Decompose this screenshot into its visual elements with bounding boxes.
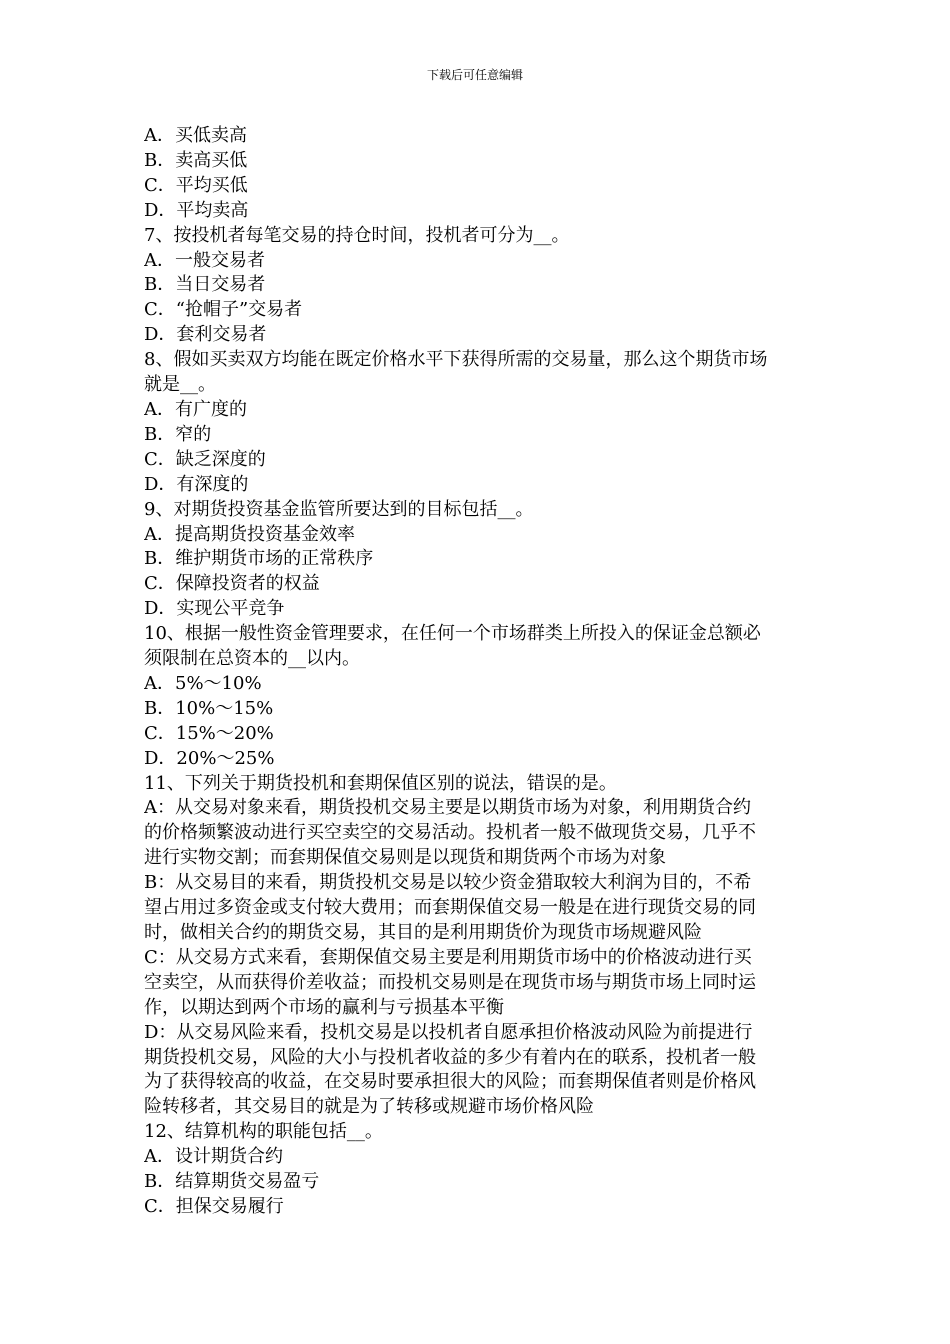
option-line: D．套利交易者 bbox=[144, 324, 267, 346]
option-line: C．担保交易履行 bbox=[144, 1195, 284, 1217]
option-line: C．“抢帽子”交易者 bbox=[144, 299, 303, 321]
question-line: 就是__。 bbox=[144, 374, 216, 396]
question-line: 10、根据一般性资金管理要求，在任何一个市场群类上所投入的保证金总额必 bbox=[144, 623, 761, 645]
option-line: B．10%～15% bbox=[144, 697, 274, 719]
option-line: 为了获得较高的收益，在交易时要承担很大的风险；而套期保值者则是价格风 bbox=[144, 1071, 756, 1093]
option-line: C：从交易方式来看，套期保值交易主要是利用期货市场中的价格波动进行买 bbox=[144, 946, 752, 968]
option-line: A．一般交易者 bbox=[144, 249, 265, 271]
option-line: B．卖高买低 bbox=[144, 149, 248, 171]
option-line: 期货投机交易，风险的大小与投机者收益的多少有着内在的联系，投机者一般 bbox=[144, 1046, 756, 1068]
option-line: 进行实物交割；而套期保值交易则是以现货和期货两个市场为对象 bbox=[144, 847, 666, 869]
option-line: B．窄的 bbox=[144, 423, 212, 445]
option-line: D．平均卖高 bbox=[144, 199, 249, 221]
question-line: 12、结算机构的职能包括__。 bbox=[144, 1121, 383, 1143]
option-line: 望占用过多资金或支付较大费用；而套期保值交易一般是在进行现货交易的同 bbox=[144, 897, 756, 919]
option-line: 时，做相关合约的期货交易，其目的是利用期货价为现货市场规避风险 bbox=[144, 922, 702, 943]
option-line: C．缺乏深度的 bbox=[144, 448, 266, 470]
option-line: D．实现公平竞争 bbox=[144, 598, 285, 620]
option-line: 的价格频繁波动进行买空卖空的交易活动。投机者一般不做现货交易，几乎不 bbox=[144, 822, 756, 844]
option-line: B．当日交易者 bbox=[144, 274, 266, 296]
option-line: A．有广度的 bbox=[144, 398, 247, 420]
option-line: A．提高期货投资基金效率 bbox=[144, 523, 355, 545]
option-line: A：从交易对象来看，期货投机交易主要是以期货市场为对象，利用期货合约 bbox=[144, 797, 751, 819]
option-line: D：从交易风险来看，投机交易是以投机者自愿承担价格波动风险为前提进行 bbox=[144, 1021, 753, 1043]
option-line: B．结算期货交易盈亏 bbox=[144, 1171, 320, 1193]
page-header: 下载后可任意编辑 bbox=[426, 68, 523, 82]
option-line: B．维护期货市场的正常秩序 bbox=[144, 548, 374, 570]
option-line: 作，以期达到两个市场的赢利与亏损基本平衡 bbox=[144, 996, 504, 1018]
option-line: D．20%～25% bbox=[144, 747, 275, 769]
option-line: 险转移者，其交易目的就是为了转移或规避市场价格风险 bbox=[144, 1096, 594, 1118]
option-line: 空卖空，从而获得价差收益；而投机交易则是在现货市场与期货市场上同时运 bbox=[144, 971, 756, 993]
option-line: C．保障投资者的权益 bbox=[144, 573, 320, 595]
option-line: B：从交易目的来看，期货投机交易是以较少资金猎取较大利润为目的，不希 bbox=[144, 872, 752, 894]
question-line: 11、下列关于期货投机和套期保值区别的说法，错误的是。 bbox=[144, 772, 617, 794]
option-line: A．买低卖高 bbox=[144, 125, 247, 146]
question-line: 9、对期货投资基金监管所要达到的目标包括__。 bbox=[144, 498, 534, 520]
question-line: 须限制在总资本的__以内。 bbox=[144, 648, 360, 670]
option-line: C．15%～20% bbox=[144, 722, 274, 744]
option-line: A．5%～10% bbox=[144, 672, 262, 694]
option-line: D．有深度的 bbox=[144, 473, 249, 495]
question-line: 8、假如买卖双方均能在既定价格水平下获得所需的交易量，那么这个期货市场 bbox=[144, 349, 768, 371]
question-line: 7、按投机者每笔交易的持仓时间，投机者可分为__。 bbox=[144, 224, 570, 246]
option-line: A．设计期货合约 bbox=[144, 1146, 283, 1168]
document-body bbox=[144, 124, 808, 1220]
option-line: C．平均买低 bbox=[144, 174, 248, 196]
